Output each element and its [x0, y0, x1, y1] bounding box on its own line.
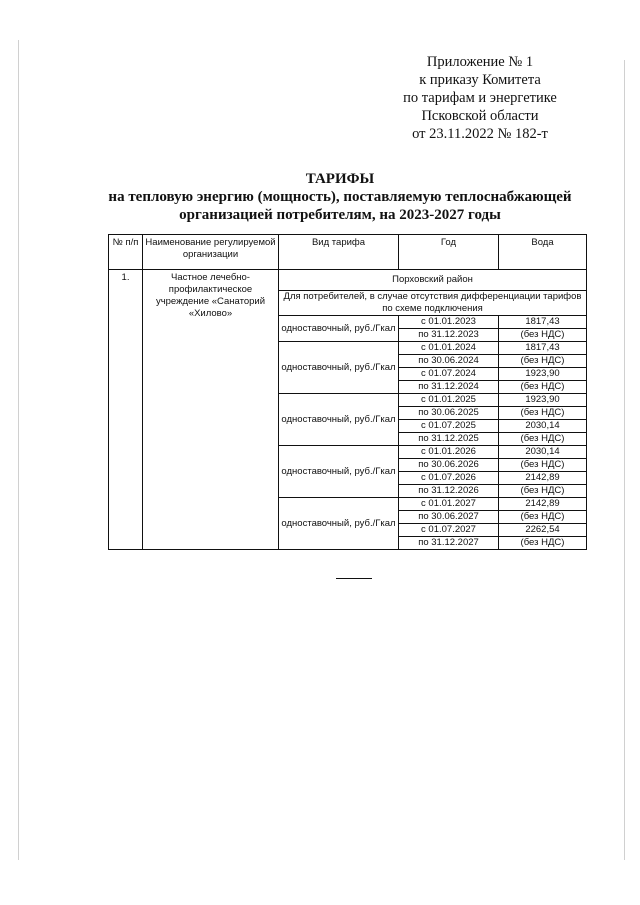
- period-to: по 30.06.2024: [399, 355, 499, 368]
- header-year: Год: [399, 235, 499, 270]
- vat-note: (без НДС): [499, 381, 587, 394]
- period-to: по 30.06.2025: [399, 407, 499, 420]
- vat-note: (без НДС): [499, 537, 587, 550]
- period-to: по 31.12.2024: [399, 381, 499, 394]
- tariff-value: 2030,14: [499, 420, 587, 433]
- table-header-row: [109, 235, 587, 270]
- header-tariff-type: Вид тарифа: [279, 235, 399, 270]
- tariff-value: 2142,89: [499, 498, 587, 511]
- tariff-table: [108, 234, 587, 550]
- period-from: с 01.07.2027: [399, 524, 499, 537]
- tariff-type-cell: одноставочный, руб./Гкал: [279, 316, 399, 342]
- row-number: 1.: [109, 270, 143, 550]
- period-to: по 31.12.2025: [399, 433, 499, 446]
- period-from: с 01.01.2023: [399, 316, 499, 329]
- period-from: с 01.01.2027: [399, 498, 499, 511]
- district-cell: Порховский район: [279, 270, 587, 291]
- appendix-line: Псковской области: [421, 108, 539, 124]
- title-subheading: организацией потребителям, на 2023-2027 годы: [179, 207, 501, 223]
- end-divider-line: [336, 578, 372, 579]
- tariff-value: 2142,89: [499, 472, 587, 485]
- period-to: по 31.12.2023: [399, 329, 499, 342]
- organization-name: Частное лечебно-профилактическое учреждение «Санаторий «Хилово»: [143, 270, 279, 550]
- vat-note: (без НДС): [499, 485, 587, 498]
- consumers-note: Для потребителей, в случае отсутствия дифференциации тарифов по схеме подключения: [279, 291, 587, 316]
- title-heading: ТАРИФЫ: [305, 171, 375, 187]
- tariff-value: 2262,54: [499, 524, 587, 537]
- period-from: с 01.07.2025: [399, 420, 499, 433]
- vat-note: (без НДС): [499, 433, 587, 446]
- header-org: Наименование регулируемой организации: [143, 235, 279, 270]
- tariff-value: 1923,90: [499, 394, 587, 407]
- vat-note: (без НДС): [499, 355, 587, 368]
- tariff-type-cell: одноставочный, руб./Гкал: [279, 342, 399, 394]
- table-row: [109, 270, 587, 291]
- title-subheading: на тепловую энергию (мощность), поставляемую теплоснабжающей: [108, 189, 572, 205]
- tariff-value: 1817,43: [499, 316, 587, 329]
- period-from: с 01.01.2025: [399, 394, 499, 407]
- period-from: с 01.07.2026: [399, 472, 499, 485]
- appendix-line: к приказу Комитета: [419, 72, 541, 88]
- vat-note: (без НДС): [499, 459, 587, 472]
- vat-note: (без НДС): [499, 407, 587, 420]
- vat-note: (без НДС): [499, 511, 587, 524]
- tariff-value: 1923,90: [499, 368, 587, 381]
- vat-note: (без НДС): [499, 329, 587, 342]
- header-num: № п/п: [109, 235, 143, 270]
- period-to: по 30.06.2026: [399, 459, 499, 472]
- period-to: по 31.12.2026: [399, 485, 499, 498]
- header-water: Вода: [499, 235, 587, 270]
- appendix-line: от 23.11.2022 № 182-т: [412, 126, 548, 142]
- tariff-value: 1817,43: [499, 342, 587, 355]
- document-title: [90, 170, 590, 224]
- appendix-line: Приложение № 1: [426, 54, 534, 70]
- appendix-header: [380, 53, 580, 143]
- scan-artifact: [18, 40, 19, 860]
- tariff-type-cell: одноставочный, руб./Гкал: [279, 446, 399, 498]
- tariff-type-cell: одноставочный, руб./Гкал: [279, 498, 399, 550]
- tariff-value: 2030,14: [499, 446, 587, 459]
- period-from: с 01.07.2024: [399, 368, 499, 381]
- scan-artifact: [624, 60, 625, 860]
- tariff-type-cell: одноставочный, руб./Гкал: [279, 394, 399, 446]
- period-from: с 01.01.2024: [399, 342, 499, 355]
- appendix-line: по тарифам и энергетике: [403, 90, 557, 106]
- period-from: с 01.01.2026: [399, 446, 499, 459]
- period-to: по 31.12.2027: [399, 537, 499, 550]
- period-to: по 30.06.2027: [399, 511, 499, 524]
